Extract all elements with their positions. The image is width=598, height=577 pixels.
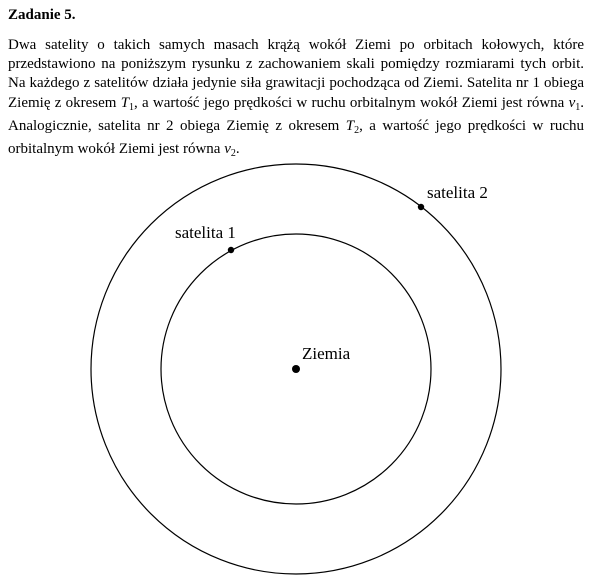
description-text-3: . Analogicznie, satelita nr 2 obiega Ziemię z okresem [8,94,584,134]
earth-dot [292,365,300,373]
description-text-5: . [235,141,240,158]
description-text-2: , a wartość jego prędkości w ruchu orbitalnym wokół Ziemi jest równa [134,94,569,111]
satellite-1-label: satelita 1 [175,223,236,242]
description-text-1: Dwa satelity o takich samych masach krążą wokół Ziemi po orbitach kołowych, które przedstawiono na poniższym rysunku z zachowaniem skali pomiędzy rozmiarami tych orbit. Na każdego z satelitów działa jedynie siła grawitacji pochodząca od Ziemi. Satelita nr 1 obiega Ziemię z okresem [8,37,584,111]
satellite-2-dot [418,204,424,210]
period-T1-symbol: $T_1$ [120,94,135,113]
satellite-1-dot [228,247,234,253]
speed-v1-symbol: $v_1$ [568,94,581,113]
task-heading: Zadanie 5. [8,7,76,23]
description-text-4: , a wartość jego prędkości w ruchu orbitalnym wokół Ziemi jest równa [8,117,584,158]
satellite-2-label: satelita 2 [427,183,488,202]
period-T2-symbol: $T_2$ [345,117,360,136]
earth-label: Ziemia [302,344,351,363]
speed-v2-symbol: $v_2$ [224,141,236,160]
